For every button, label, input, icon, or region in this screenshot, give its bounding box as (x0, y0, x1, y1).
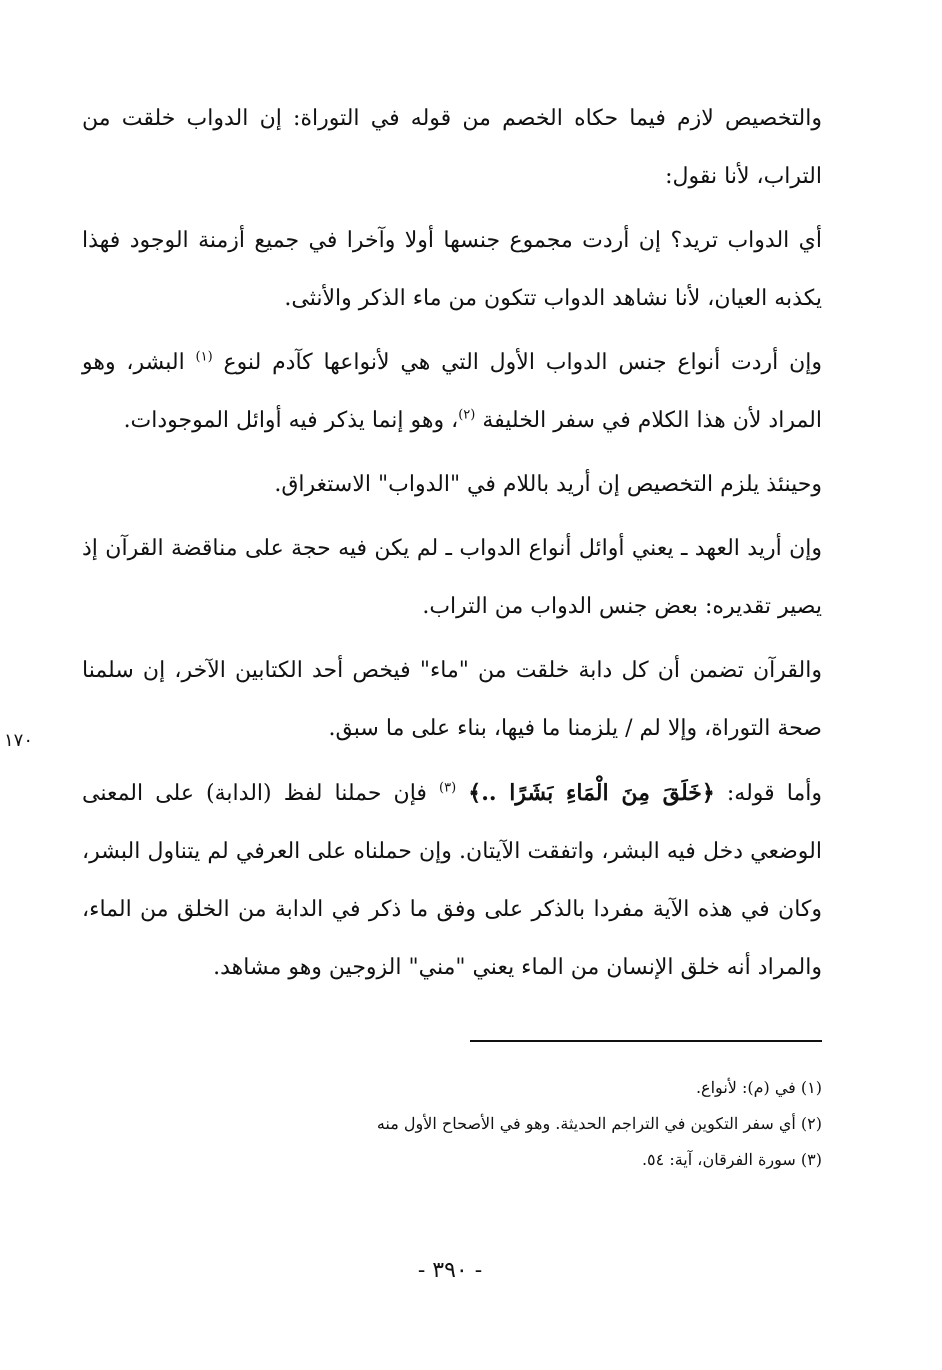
quran-verse: ﴿خَلَقَ مِنَ الْمَاءِ بَشَرًا ..﴾ (468, 780, 715, 806)
paragraph-1: والتخصيص لازم فيما حكاه الخصم من قوله في التوراة: إن الدواب خلقت من التراب، لأنا نقول: (82, 106, 822, 189)
paragraph-4: وحينئذ يلزم التخصيص إن أريد باللام في "الدواب" الاستغراق. (274, 472, 822, 497)
page-number: - ٣٩٠ - (417, 1258, 483, 1283)
paragraph-7 (82, 764, 822, 997)
footnote-3: (٣) سورة الفرقان، آية: ٥٤. (641, 1150, 822, 1169)
footnote-1: (١) في (م): لأنواع. (695, 1078, 822, 1097)
paragraph-3-part-2: البشر، وهو المراد لأن هذا الكلام في سفر الخليفة (82, 350, 822, 433)
paragraph-3 (82, 334, 822, 450)
paragraph-6: والقرآن تضمن أن كل دابة خلقت من "ماء" فيخص أحد الكتابين الآخر، إن سلمنا صحة التوراة، وإلا لم / يلزمنا ما فيها، بناء على ما سبق. (82, 658, 822, 741)
paragraph-3-part-3: ، وهو إنما يذكر فيه أوائل الموجودات. (123, 408, 459, 433)
paragraph-2: أي الدواب تريد؟ إن أردت مجموع جنسها أولا وآخرا في جميع أزمنة الوجود فهذا يكذبه العيان، لأنا نشاهد الدواب تتكون من ماء الذكر والأنثى. (82, 228, 822, 311)
paragraph-5: وإن أريد العهد ـ يعني أوائل أنواع الدواب ـ لم يكن فيه حجة على مناقضة القرآن إذ يصير تقديره: بعض جنس الدواب من التراب. (82, 536, 822, 619)
paragraph-3-part-1: وإن أردت أنواع جنس الدواب الأول التي هي لأنواعها كآدم لنوع (223, 350, 822, 375)
paragraph-7-intro: وأما قوله: (726, 781, 823, 806)
footnote-ref-2[interactable]: (٢) (458, 407, 476, 423)
main-text (82, 90, 822, 1001)
footnote-2: (٢) أي سفر التكوين في التراجم الحديثة. وهو في الأصحاح الأول منه (376, 1114, 822, 1133)
margin-folio-number: ١٧٠ (4, 730, 34, 751)
footnote-ref-3[interactable]: (٣) (439, 780, 457, 796)
footnote-separator (470, 1040, 822, 1042)
paragraph-7-rest: فإن حملنا لفظ (الدابة) على المعنى الوضعي دخل فيه البشر، واتفقت الآيتان. وإن حملناه على العرفي لم يتناول البشر، وكان في هذه الآية مفردا بالذكر على وفق ما ذكر في الدابة من الخلق من الماء، والمراد أنه خلق الإنسان من الماء يعني "مني" الزوجين وهو مشاهد. (82, 781, 822, 980)
footnotes (300, 1070, 822, 1178)
footnote-ref-1[interactable]: (١) (195, 349, 213, 365)
